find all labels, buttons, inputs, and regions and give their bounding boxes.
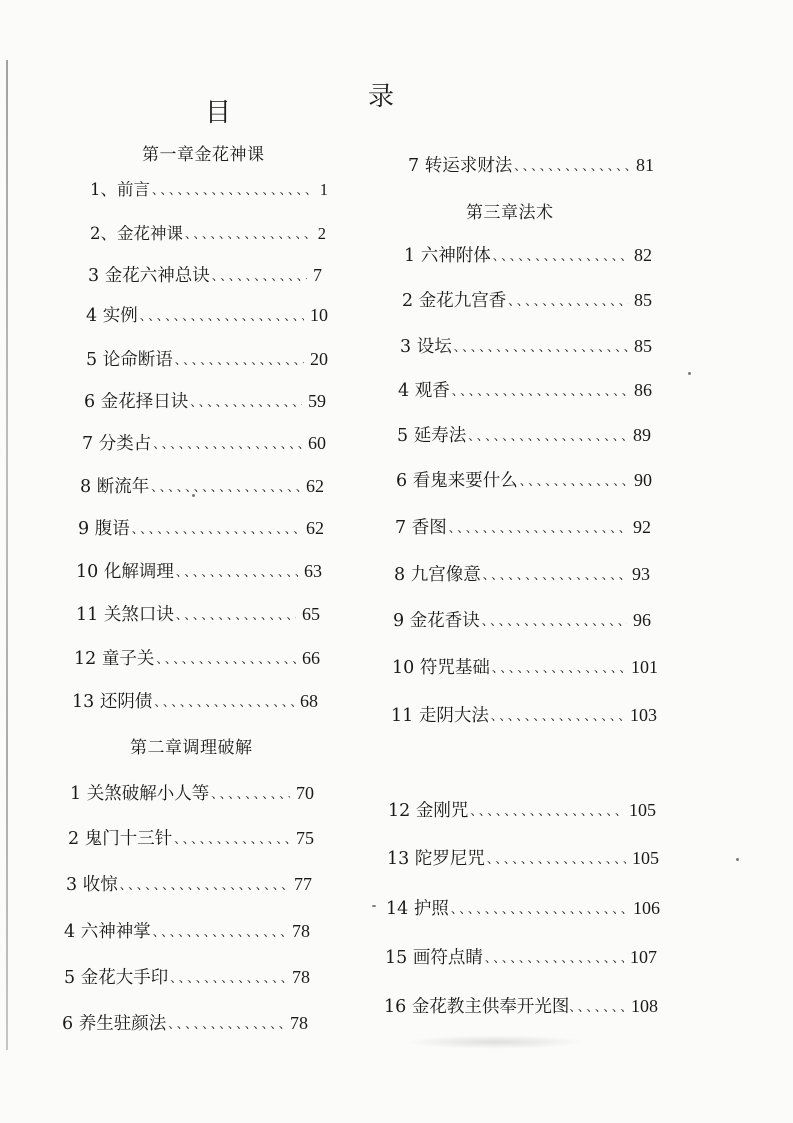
entry-page: 78 bbox=[292, 967, 310, 987]
toc-entry bbox=[408, 152, 654, 176]
dot-leader bbox=[483, 566, 626, 583]
binding-edge-line bbox=[6, 60, 8, 1050]
toc-entry bbox=[68, 825, 314, 849]
toc-entry bbox=[88, 262, 322, 286]
entry-label: 12 童子关 bbox=[74, 649, 155, 669]
entry-label: 7 转运求财法 bbox=[408, 156, 513, 176]
dot-leader bbox=[120, 876, 288, 893]
toc-title-char-1: 目 bbox=[205, 98, 234, 128]
entry-page: 86 bbox=[634, 380, 652, 400]
scan-speck bbox=[192, 494, 195, 497]
dot-leader bbox=[212, 267, 307, 284]
toc-entry bbox=[385, 944, 657, 968]
entry-page: 81 bbox=[636, 155, 654, 175]
dot-leader bbox=[485, 949, 624, 966]
dot-leader bbox=[174, 830, 290, 847]
dot-leader bbox=[451, 900, 627, 917]
toc-entry bbox=[64, 964, 310, 988]
entry-label: 6 养生驻颜法 bbox=[62, 1014, 167, 1034]
chapter-2-heading: 第二章调理破解 bbox=[130, 738, 253, 758]
toc-entry bbox=[90, 220, 326, 244]
entry-page: 90 bbox=[634, 470, 652, 490]
entry-page: 107 bbox=[630, 947, 657, 967]
toc-entry bbox=[393, 607, 651, 631]
entry-page: 85 bbox=[634, 290, 652, 310]
entry-page: 82 bbox=[634, 245, 652, 265]
entry-page: 60 bbox=[308, 433, 326, 453]
toc-entry bbox=[402, 287, 652, 311]
toc-entry bbox=[387, 845, 659, 869]
dot-leader bbox=[470, 802, 623, 819]
entry-page: 70 bbox=[296, 783, 314, 803]
entry-page: 78 bbox=[290, 1013, 308, 1033]
entry-page: 68 bbox=[300, 691, 318, 711]
toc-entry bbox=[90, 176, 328, 200]
entry-label: 2 鬼门十三针 bbox=[68, 829, 173, 849]
entry-label: 13 陀罗尼咒 bbox=[387, 849, 485, 869]
scan-smudge bbox=[405, 1035, 585, 1049]
entry-page: 62 bbox=[306, 518, 324, 538]
dot-leader bbox=[153, 435, 302, 452]
dot-leader bbox=[569, 998, 629, 1015]
entry-label: 10 化解调理 bbox=[76, 562, 174, 582]
entry-page: 66 bbox=[302, 648, 320, 668]
dot-leader bbox=[520, 472, 628, 489]
entry-page: 89 bbox=[633, 425, 651, 445]
dot-leader bbox=[175, 351, 304, 368]
entry-page: 103 bbox=[630, 705, 657, 725]
scan-speck bbox=[736, 858, 739, 861]
toc-entry bbox=[396, 467, 652, 491]
entry-page: 1 bbox=[319, 180, 328, 199]
dot-leader bbox=[482, 612, 627, 629]
toc-entry bbox=[70, 780, 314, 804]
toc-entry bbox=[397, 422, 651, 446]
entry-label: 1 六神附体 bbox=[404, 246, 491, 266]
entry-page: 85 bbox=[634, 336, 652, 356]
entry-label: 7 分类占 bbox=[82, 434, 152, 454]
entry-label: 13 还阴债 bbox=[72, 692, 153, 712]
entry-page: 75 bbox=[296, 828, 314, 848]
dot-leader bbox=[132, 520, 300, 537]
entry-page: 77 bbox=[294, 874, 312, 894]
entry-label: 4 实例 bbox=[86, 306, 138, 326]
toc-entry bbox=[78, 515, 324, 539]
dot-leader bbox=[454, 338, 628, 355]
entry-label: 16 金花教主供奉开光图 bbox=[384, 997, 570, 1017]
toc-entry bbox=[400, 333, 652, 357]
toc-entry bbox=[80, 473, 324, 497]
toc-entry bbox=[404, 242, 652, 266]
toc-entry bbox=[388, 797, 656, 821]
entry-label: 5 论命断语 bbox=[86, 350, 173, 370]
entry-label: 3 金花六神总诀 bbox=[88, 266, 210, 286]
entry-label: 5 延寿法 bbox=[397, 426, 467, 446]
dot-leader bbox=[508, 292, 628, 309]
dot-leader bbox=[176, 563, 298, 580]
entry-label: 6 金花择日诀 bbox=[84, 392, 189, 412]
dot-leader bbox=[185, 225, 312, 242]
dot-leader bbox=[491, 707, 624, 724]
chapter-3-heading: 第三章法术 bbox=[466, 203, 554, 223]
toc-entry bbox=[384, 993, 658, 1017]
entry-label: 1、前言 bbox=[90, 180, 150, 199]
entry-page: 92 bbox=[633, 517, 651, 537]
toc-entry bbox=[391, 702, 657, 726]
entry-label: 8 断流年 bbox=[80, 477, 150, 497]
entry-page: 10 bbox=[310, 305, 328, 325]
entry-label: 7 香图 bbox=[395, 518, 447, 538]
entry-label: 9 腹语 bbox=[78, 519, 130, 539]
entry-label: 5 金花大手印 bbox=[64, 968, 169, 988]
dot-leader bbox=[449, 519, 627, 536]
dot-leader bbox=[514, 157, 630, 174]
toc-title-char-2: 录 bbox=[368, 82, 397, 112]
scan-speck bbox=[372, 905, 376, 907]
dot-leader bbox=[151, 478, 300, 495]
entry-page: 96 bbox=[633, 610, 651, 630]
dot-leader bbox=[140, 307, 304, 324]
toc-entry bbox=[62, 1010, 308, 1034]
toc-entry bbox=[64, 918, 310, 942]
entry-label: 10 符咒基础 bbox=[392, 658, 490, 678]
dot-leader bbox=[168, 1015, 284, 1032]
entry-page: 7 bbox=[313, 265, 322, 285]
entry-page: 93 bbox=[632, 564, 650, 584]
entry-label: 14 护照 bbox=[386, 899, 449, 919]
toc-entry bbox=[84, 388, 326, 412]
entry-label: 1 关煞破解小人等 bbox=[70, 784, 210, 804]
dot-leader bbox=[176, 606, 296, 623]
toc-entry bbox=[76, 558, 322, 582]
toc-entry bbox=[394, 561, 650, 585]
entry-label: 9 金花香诀 bbox=[393, 611, 480, 631]
entry-page: 106 bbox=[633, 898, 660, 918]
entry-label: 15 画符点睛 bbox=[385, 948, 483, 968]
dot-leader bbox=[154, 693, 294, 710]
entry-page: 105 bbox=[632, 848, 659, 868]
entry-label: 3 收惊 bbox=[66, 875, 118, 895]
entry-page: 2 bbox=[317, 224, 326, 243]
toc-entry bbox=[395, 514, 651, 538]
dot-leader bbox=[190, 393, 302, 410]
dot-leader bbox=[152, 181, 314, 198]
toc-entry bbox=[392, 654, 658, 678]
entry-label: 4 观香 bbox=[398, 381, 450, 401]
scan-speck bbox=[688, 372, 691, 375]
toc-entry bbox=[72, 688, 318, 712]
entry-label: 8 九宫像意 bbox=[394, 565, 481, 585]
entry-page: 78 bbox=[292, 921, 310, 941]
dot-leader bbox=[170, 969, 286, 986]
entry-label: 2、金花神课 bbox=[90, 224, 183, 243]
entry-label: 4 六神神掌 bbox=[64, 922, 151, 942]
entry-label: 2 金花九宫香 bbox=[402, 291, 507, 311]
entry-label: 3 设坛 bbox=[400, 337, 452, 357]
entry-page: 59 bbox=[308, 391, 326, 411]
toc-entry bbox=[86, 346, 328, 370]
chapter-1-heading: 第一章金花神课 bbox=[142, 145, 265, 165]
entry-page: 63 bbox=[304, 561, 322, 581]
toc-entry bbox=[82, 430, 326, 454]
entry-page: 20 bbox=[310, 349, 328, 369]
dot-leader bbox=[487, 850, 626, 867]
entry-page: 62 bbox=[306, 476, 324, 496]
toc-entry bbox=[398, 377, 652, 401]
toc-entry bbox=[66, 871, 312, 895]
dot-leader bbox=[493, 247, 628, 264]
entry-label: 6 看鬼来要什么 bbox=[396, 471, 518, 491]
dot-leader bbox=[468, 427, 627, 444]
entry-label: 11 走阴大法 bbox=[391, 706, 489, 726]
dot-leader bbox=[211, 785, 290, 802]
toc-entry bbox=[386, 895, 660, 919]
entry-label: 12 金刚咒 bbox=[388, 801, 469, 821]
entry-page: 101 bbox=[631, 657, 658, 677]
entry-label: 11 关煞口诀 bbox=[76, 605, 174, 625]
dot-leader bbox=[452, 382, 628, 399]
entry-page: 105 bbox=[629, 800, 656, 820]
entry-page: 65 bbox=[302, 604, 320, 624]
dot-leader bbox=[153, 923, 286, 940]
toc-entry bbox=[76, 601, 320, 625]
dot-leader bbox=[492, 659, 625, 676]
dot-leader bbox=[156, 650, 296, 667]
entry-page: 108 bbox=[631, 996, 658, 1016]
toc-entry bbox=[74, 645, 320, 669]
toc-entry bbox=[86, 302, 328, 326]
